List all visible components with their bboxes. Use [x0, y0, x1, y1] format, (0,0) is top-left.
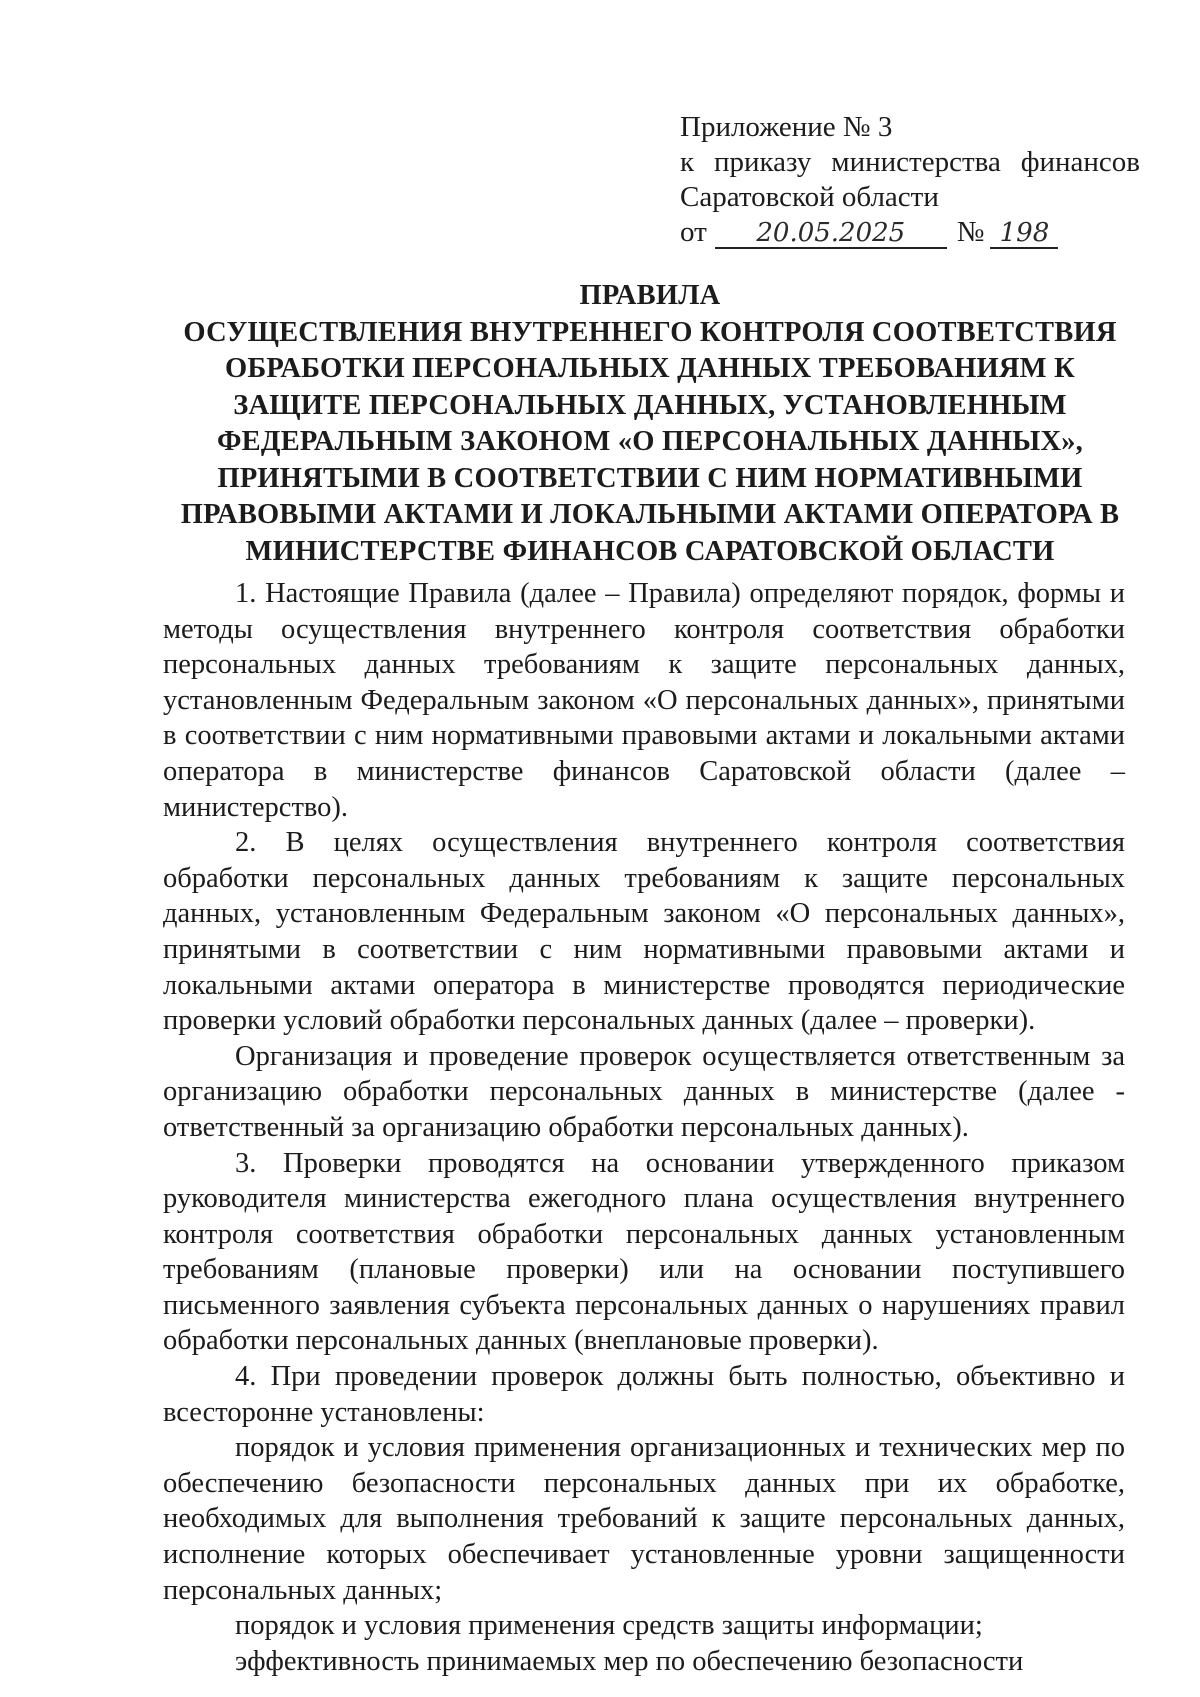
handwritten-date: 20.05.2025: [715, 219, 947, 249]
annex-date-line: [680, 215, 1140, 250]
title-line: ОСУЩЕСТВЛЕНИЯ ВНУТРЕННЕГО КОНТРОЛЯ СООТВЕТСТВИЯ: [183, 316, 1117, 348]
title-line: ПРИНЯТЫМИ В СООТВЕТСТВИИ С НИМ НОРМАТИВНЫМИ: [217, 462, 1083, 494]
title-line: ОБРАБОТКИ ПЕРСОНАЛЬНЫХ ДАННЫХ ТРЕБОВАНИЯМ К: [225, 353, 1075, 384]
paragraph-4-item-1: порядок и условия применения организационных и технических мер по обеспечению безопасности персональных данных при их обработке, необходимых для выполнения требований к защите персональных данных, исполнение которых обеспечивает установленные уровни защищенности персональных данных;: [163, 1432, 1125, 1606]
paragraph-4-item-3: эффективность принимаемых мер по обеспечению безопасности: [235, 1645, 1024, 1677]
paragraph-1: 1. Настоящие Правила (далее – Правила) определяют порядок, формы и методы осуществления внутреннего контроля соответствия обработки персональных данных требованиям к защите персональных данных, установленным Федеральным законом «О персональных данных», принятыми в соответствии с ним нормативными правовыми актами и локальными актами оператора в министерстве финансов Саратовской области (далее – министерство).: [163, 578, 1125, 823]
document-body: [163, 576, 1125, 1679]
title-line: ЗАЩИТЕ ПЕРСОНАЛЬНЫХ ДАННЫХ, УСТАНОВЛЕННЫМ: [233, 389, 1067, 421]
title-line: МИНИСТЕРСТВЕ ФИНАНСОВ САРАТОВСКОЙ ОБЛАСТИ: [245, 535, 1055, 567]
title-line: ПРАВИЛА: [579, 280, 721, 311]
paragraph-4: 4. При проведении проверок должны быть полностью, объективно и всесторонне установлены:: [163, 1361, 1125, 1428]
paragraph-2-organization: Организация и проведение проверок осуществляется ответственным за организацию обработки персональных данных в министерстве (далее - ответственный за организацию обработки персональных данных).: [163, 1040, 1125, 1143]
paragraph-2: 2. В целях осуществления внутреннего контроля соответствия обработки персональных данных требованиям к защите персональных данных, установленным Федеральным законом «О персональных данных», принятыми в соответствии с ним нормативными правовыми актами и локальными актами оператора в министерстве проводятся периодические проверки условий обработки персональных данных (далее – проверки).: [163, 827, 1125, 1037]
handwritten-number: 198: [990, 219, 1058, 249]
annex-line-3: Саратовской области: [680, 181, 939, 213]
annex-header: [680, 110, 1140, 250]
paragraph-3: 3. Проверки проводятся на основании утвержденного приказом руководителя министерства ежегодного плана осуществления внутреннего контроля соответствия обработки персональных данных установленным требованиям (плановые проверки) или на основании поступившего письменного заявления субъекта персональных данных о нарушениях правил обработки персональных данных (внеплановые проверки).: [163, 1147, 1125, 1357]
title-line: ФЕДЕРАЛЬНЫМ ЗАКОНОМ «О ПЕРСОНАЛЬНЫХ ДАННЫХ»,: [217, 426, 1083, 457]
date-prefix: от: [680, 216, 707, 248]
paragraph-4-item-2: порядок и условия применения средств защиты информации;: [235, 1610, 983, 1642]
document-title: [170, 278, 1130, 570]
title-line: ПРАВОВЫМИ АКТАМИ И ЛОКАЛЬНЫМИ АКТАМИ ОПЕРАТОРА В: [180, 499, 1120, 530]
annex-line-2: к приказу министерства финансов: [680, 146, 1140, 178]
annex-line-1: Приложение № 3: [680, 111, 893, 143]
number-label: №: [956, 216, 985, 248]
